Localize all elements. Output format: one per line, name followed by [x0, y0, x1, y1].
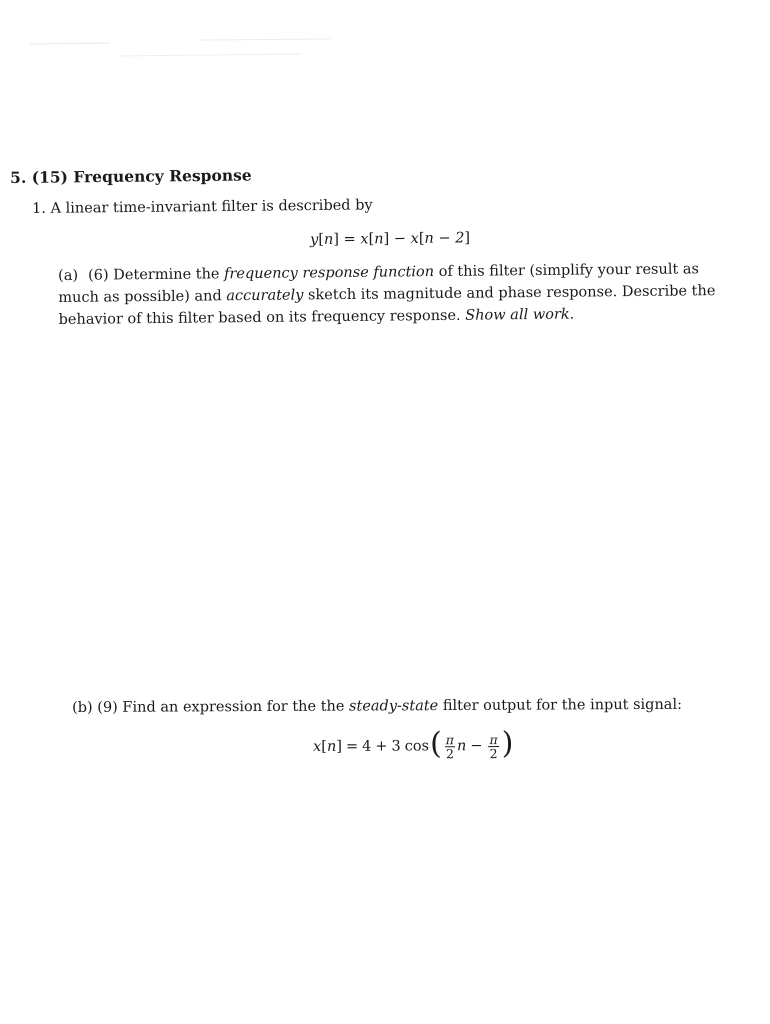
eq-lhs-var: y [310, 231, 319, 248]
part-a-emph-show-work: Show all work. [465, 306, 575, 324]
eq2-coefficient: 3 [391, 738, 401, 755]
part-a-text-3: sketch its magnitude and phase response. Describe the behavior of this filter based on its frequency response. [58, 283, 716, 328]
eq2-frac2-numerator: π [489, 731, 498, 747]
eq2-equals: = [345, 738, 359, 755]
part-a-emph-accurately: accurately [226, 287, 304, 305]
eq2-frac1-numerator: π [445, 731, 454, 747]
eq2-fraction-2 [488, 733, 498, 760]
eq2-plus: + [375, 738, 388, 755]
scan-artifact-marks [0, 0, 770, 80]
eq2-minus: − [470, 738, 483, 755]
eq2-frac2-denominator: 2 [489, 745, 498, 761]
problem-heading: 5. (15) Frequency Response [10, 165, 252, 187]
part-b-text-1: Find an expression for the the [122, 698, 345, 716]
part-1-intro: 1. A linear time-invariant filter is described by [32, 197, 373, 217]
input-signal-equation: x [ n ] = 4 + 3 cos ( $\frac{\pi}{2}$ n − $\frac{\pi}{2}$ ) [313, 725, 514, 762]
eq-term2-arg: n − 2 [424, 230, 465, 247]
part-b-emph-steady-state: steady-state [348, 698, 439, 715]
part-b-paragraph [72, 697, 682, 716]
part-a-points: (6) [88, 267, 109, 284]
part-a-text-2: of this filter (simplify your result as much as possible) and [58, 261, 700, 306]
part-b-points: (9) [97, 699, 118, 716]
part-a-emph-frequency-response: frequency response function [224, 264, 435, 283]
eq2-lhs-arg: n [326, 738, 337, 755]
eq2-constant: 4 [362, 738, 372, 755]
eq-lhs-arg: n [323, 231, 334, 248]
eq-minus: − [393, 230, 407, 248]
part-b-label: (b) [72, 699, 93, 716]
part-b-text-2: filter output for the input signal: [442, 696, 682, 715]
eq2-cos: cos [404, 738, 430, 755]
eq2-lhs-var: x [313, 738, 322, 755]
eq2-frac1-denominator: 2 [445, 745, 454, 761]
eq2-fraction-1 [445, 733, 455, 760]
eq-equals: = [343, 231, 356, 248]
eq2-n-var: n [456, 738, 467, 755]
part-a-paragraph [58, 258, 731, 331]
eq2-right-paren: ) [501, 725, 514, 762]
eq-term1-var: x [360, 231, 369, 248]
eq-term2-var: x [410, 230, 419, 247]
eq-term1-arg: n [374, 231, 384, 248]
difference-equation: y[n] = x[n] − x[n − 2] [310, 230, 471, 248]
part-a-label: (a) [58, 267, 79, 284]
part-a-text-1: Determine the [113, 266, 220, 284]
eq2-left-paren: ( [429, 726, 442, 762]
